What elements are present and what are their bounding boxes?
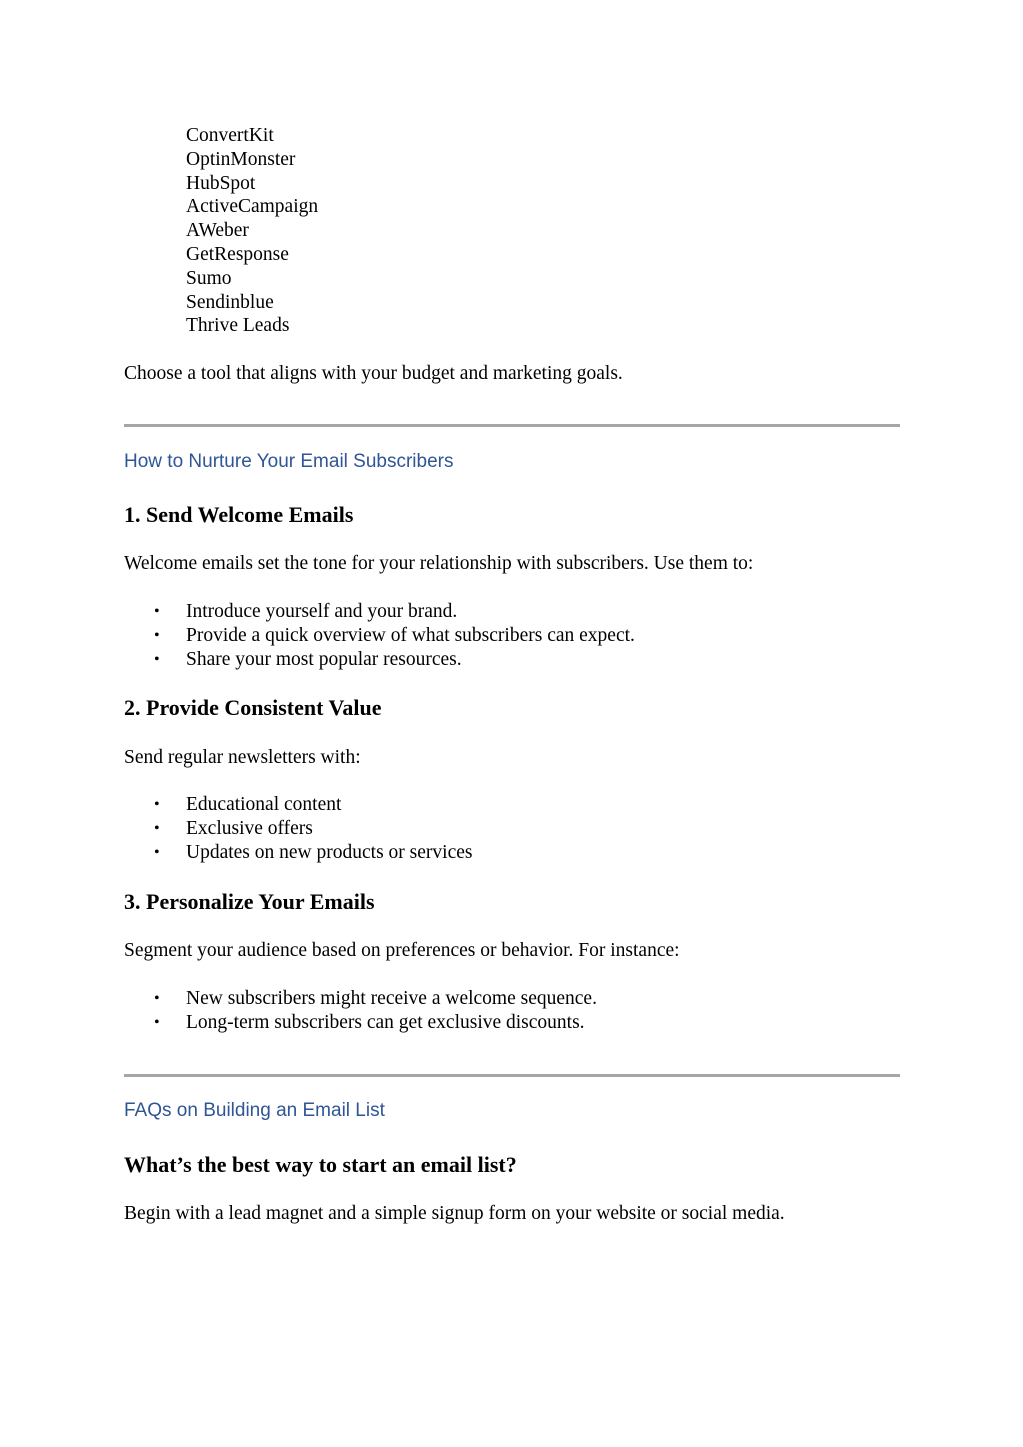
list-item-label: Long-term subscribers can get exclusive discounts. <box>186 1011 585 1033</box>
list-item-label: GetResponse <box>186 243 289 265</box>
list-item-label: Educational content <box>186 794 342 815</box>
faq-question: What’s the best way to start an email list? <box>124 1152 517 1177</box>
list-item-label: Provide a quick overview of what subscribers can expect. <box>186 624 635 646</box>
personalize-intro: Segment your audience based on preferences or behavior. For instance: <box>124 940 680 961</box>
subheading-value: 2. Provide Consistent Value <box>124 695 382 720</box>
bullet-icon: • <box>154 650 160 668</box>
list-item-label: Sendinblue <box>186 291 274 313</box>
bullet-icon: • <box>154 819 160 837</box>
welcome-intro: Welcome emails set the tone for your relationship with subscribers. Use them to: <box>124 553 754 574</box>
list-item-label: ConvertKit <box>186 125 274 146</box>
bullet-icon: • <box>154 626 160 644</box>
section-heading-faqs: FAQs on Building an Email List <box>124 1100 385 1121</box>
value-intro: Send regular newsletters with: <box>124 747 361 768</box>
list-item-label: HubSpot <box>186 172 256 194</box>
section-heading-nurture: How to Nurture Your Email Subscribers <box>124 451 454 472</box>
bullet-icon: • <box>154 990 160 1007</box>
faq-answer: Begin with a lead magnet and a simple signup form on your website or social media. <box>124 1203 785 1224</box>
section-divider <box>124 1074 900 1077</box>
list-item-label: Thrive Leads <box>186 315 290 337</box>
bullet-icon: • <box>154 796 160 813</box>
section-divider <box>124 424 900 427</box>
list-item-label: Updates on new products or services <box>186 841 473 863</box>
bullet-icon: • <box>154 1013 160 1031</box>
subheading-personalize: 3. Personalize Your Emails <box>124 889 375 914</box>
list-item-label: OptinMonster <box>186 148 296 170</box>
subheading-welcome: 1. Send Welcome Emails <box>124 502 354 527</box>
list-item-label: AWeber <box>186 220 249 242</box>
list-item-label: New subscribers might receive a welcome sequence. <box>186 988 597 1009</box>
bullet-icon: • <box>154 603 160 620</box>
list-item-label: Exclusive offers <box>186 817 313 839</box>
list-item-label: Introduce yourself and your brand. <box>186 601 458 622</box>
list-item-label: Share your most popular resources. <box>186 648 462 670</box>
bullet-icon: • <box>154 843 160 861</box>
list-item-label: ActiveCampaign <box>186 196 319 218</box>
list-item-label: Sumo <box>186 267 232 289</box>
tools-note: Choose a tool that aligns with your budget and marketing goals. <box>124 363 623 384</box>
